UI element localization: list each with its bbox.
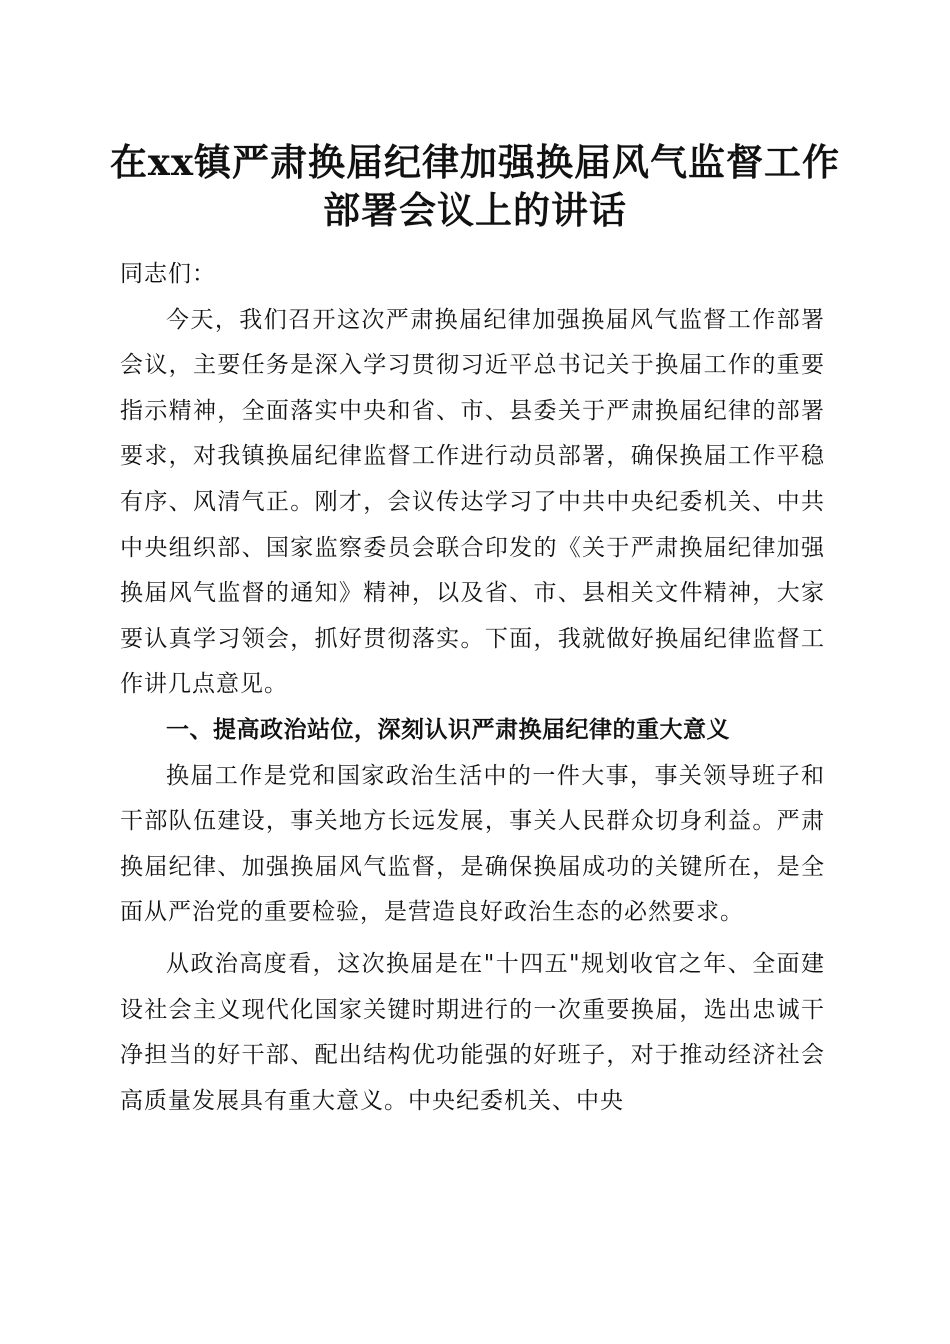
paragraph-opening: 今天，我们召开这次严肃换届纪律加强换届风气监督工作部署会议，主要任务是深入学习贯彻习近平总书记关于换届工作的重要指示精神，全面落实中央和省、市、县委关于严肃换届纪律的部署要求，对我镇换届纪律监督工作进行动员部署，确保换届工作平稳有序、风清气正。刚才，会议传达学习了中共中央纪委机关、中共中央组织部、国家监察委员会联合印发的《关于严肃换届纪律加强换届风气监督的通知》精神，以及省、市、县相关文件精神，大家要认真学习领会，抓好贯彻落实。下面，我就做好换届纪律监督工作讲几点意见。 — [120, 306, 825, 698]
paragraph-political-height: 从政治高度看，这次换届是在"十四五"规划收官之年、全面建设社会主义现代化国家关键时期进行的一次重要换届，选出忠诚干净担当的好干部、配出结构优功能强的好班子，对于推动经济社会高质量发展具有重大意义。中央纪委机关、中央 — [120, 950, 825, 1114]
document-title-line-2: 部署会议上的讲话 — [323, 188, 627, 232]
document-title-line-1: 在xx镇严肃换届纪律加强换届风气监督工作 — [109, 140, 841, 184]
salutation: 同志们： — [120, 261, 216, 287]
section-heading-1: 一、提高政治站位，深刻认识严肃换届纪律的重大意义 — [166, 716, 730, 743]
document-body — [120, 252, 825, 1124]
paragraph-significance: 换届工作是党和国家政治生活中的一件大事，事关领导班子和干部队伍建设，事关地方长远发展，事关人民群众切身利益。严肃换届纪律、加强换届风气监督，是确保换届成功的关键所在，是全面从严治党的重要检验，是营造良好政治生态的必然要求。 — [120, 762, 825, 926]
